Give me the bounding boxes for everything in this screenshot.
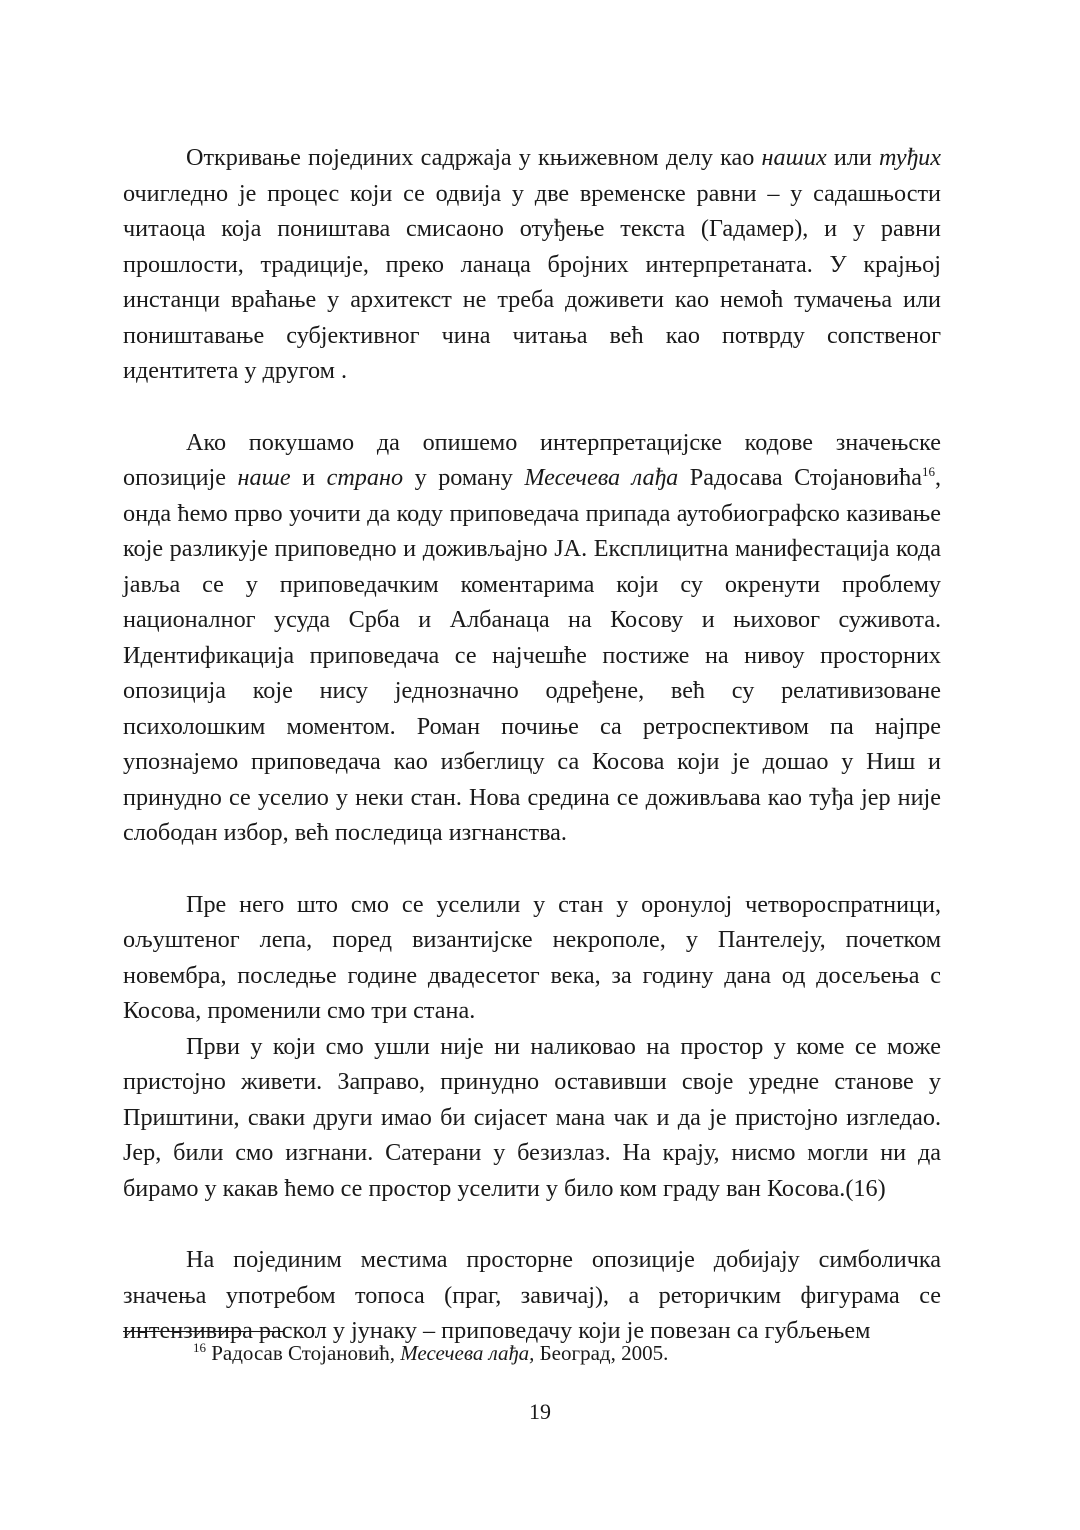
paragraph-1: Откривање појединих садржаја у књижевном делу као наших или туђих очигледно је процес који се одвија у две временске равни – у садашњости читаоца која поништава смисаоно отуђење текста (Гадамер), и у равни прошлости, традиције, преко ланаца бројних интерпретаната. У крајњој инстанци враћање у архитекст не треба доживети као немоћ тумачења или поништавање субјективног чина читања већ као потврду сопственог идентитета у другом . [123, 144, 942, 384]
page-number: 19 [529, 1399, 551, 1424]
footnote-book-title: Месечева лађа, [400, 1341, 535, 1365]
footnote-reference[interactable]: 16 [921, 463, 935, 479]
footnote-number: 16 [193, 1340, 206, 1355]
footnote-separator [123, 1331, 283, 1332]
body-text [123, 140, 941, 1349]
italic-term: наше [237, 464, 291, 491]
quotation-paragraph-1: Пре него што смо се уселили у стан у оронулој четвороспратници, ољуштеног лепа, поред византијске некрополе, у Пантелеју, почетком новембра, последње године двадесетог века, за годину дана од досељења с Косова, променили смо три стана. [123, 890, 941, 1024]
italic-term: наших [761, 144, 827, 171]
footnote: $^{16}$ Радосав Стојановић, Месечева лађа, Београд, 2005. [193, 1340, 669, 1365]
paragraph-5: На појединим местима просторне опозиције добијају симболичка значења употребом топоса (праг, завичај), а реторичким фигурама се интензивира раскол у јунаку – приповедачу који је повезан са губљењем [123, 1246, 941, 1344]
italic-term: страно [326, 464, 404, 491]
italic-term: туђих [879, 144, 942, 171]
paragraph-2: Ако покушамо да опишемо интерпретацијске кодове значењске опозиције наше и страно у роману Месечева лађа Радосава Стојановића$^{16}$, онда ћемо прво уочити да коду приповедача припада аутобиографско казивање које разликује приповедно и доживљајно ЈА. Експлицитна манифестација кода јавља се у приповедачким коментарима који су окренути проблему националног усуда Срба и Албанаца на Косову и њиховог суживота. Идентификација приповедача се најчешће постиже на нивоу просторних опозиција које нису једнозначно одређене, већ су релативизоване психолошким моментом. Роман почиње са ретроспективом па најпре упознајемо приповедача као избеглицу са Косова који је дошао у Ниш и принудно се уселио у неки стан. Нова средина се доживљава као туђа јер није слободан избор, већ последица изгнанства. [123, 428, 941, 846]
book-title: Месечева лађа [524, 464, 679, 491]
quotation-paragraph-2: Први у који смо ушли није ни наликовао на простор у коме се може пристојно живети. Заправо, принудно оставивши своје уредне станове у Приштини, сваки други имао би сијасет мана чак и да је пристојно изгледао. Јер, били смо изгнани. Сатерани у безизлаз. На крају, нисмо могли ни да бирамо у какав ћемо се простор уселити у било ком граду ван Косова.(16) [123, 1032, 941, 1202]
